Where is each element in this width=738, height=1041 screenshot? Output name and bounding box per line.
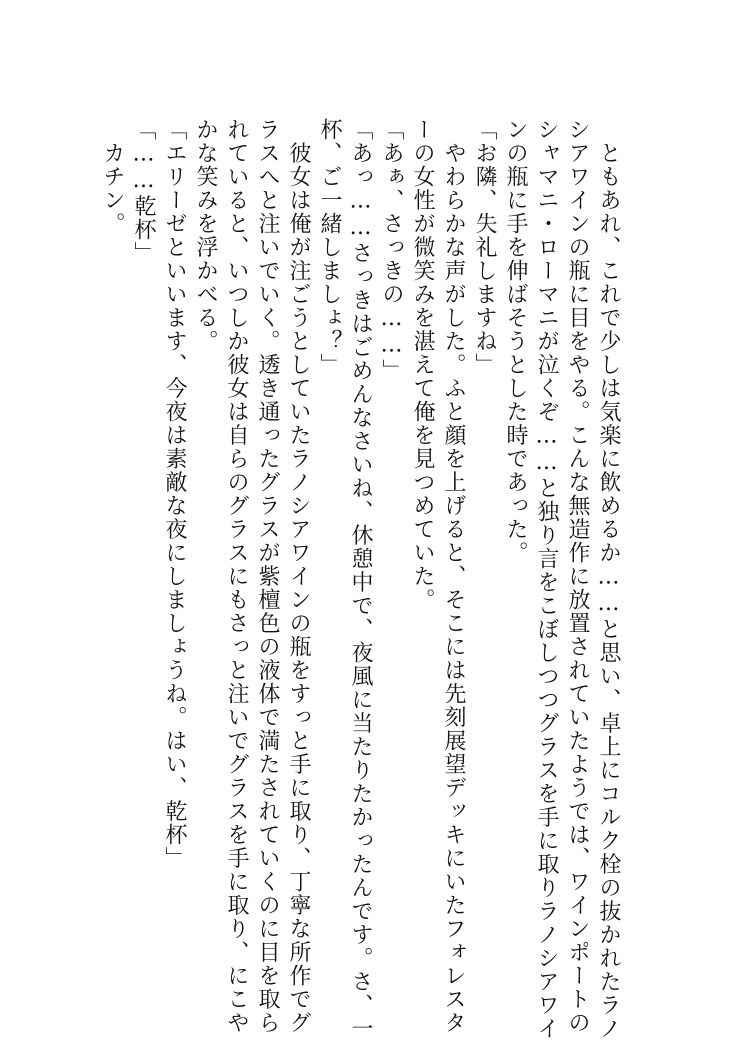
text-line: ともあれ、これで少しは気楽に飲めるか……と思い、卓上にコルク栓の抜かれたラノ <box>596 118 621 1041</box>
text-line: 「あぁ、さっきの……」 <box>379 118 404 383</box>
text-line: かな笑みを浮かべる。 <box>193 118 218 353</box>
text-line: 「あっ……さっきはごめんなさいね、休憩中で、夜風に当たりたかったんです。さ、一 <box>348 118 373 1041</box>
text-line: れていると、いつしか彼女は自らのグラスにもさっと注いでグラスを手に取り、にこや <box>224 118 249 1035</box>
text-line: 杯、ご一緒しましょ？」 <box>317 118 342 377</box>
text-line: 「……乾杯」 <box>131 118 156 265</box>
text-line: 「エリーゼといいます、今夜は素敵な夜にしましょうね。はい、乾杯」 <box>162 118 187 870</box>
text-line: シャマニ・ローマニが泣くぞ……と独り言をこぼしつつグラスを手に取りラノシアワイ <box>534 118 559 1041</box>
text-line: ーの女性が微笑みを湛えて俺を見つめていた。 <box>410 118 435 612</box>
text-line: ラスへと注いでいく。透き通ったグラスが紫檀色の液体で満たされていくのに目を取ら <box>255 118 280 1035</box>
text-line: 彼女は俺が注ごうとしていたラノシアワインの瓶をすっと手に取り、丁寧な所作でグ <box>286 118 311 1035</box>
text-line: カチン。 <box>100 118 125 236</box>
text-line: シアワインの瓶に目をやる。こんな無造作に放置されていたようでは、ワインポートの <box>565 118 590 1035</box>
text-line: やわらかな声がした。ふと顔を上げると、そこには先刻展望デッキにいたフォレスタ <box>441 118 466 1035</box>
text-line: 「お隣、失礼しますね」 <box>472 118 497 377</box>
text-line: ンの瓶に手を伸ばそうとした時であった。 <box>503 118 528 565</box>
